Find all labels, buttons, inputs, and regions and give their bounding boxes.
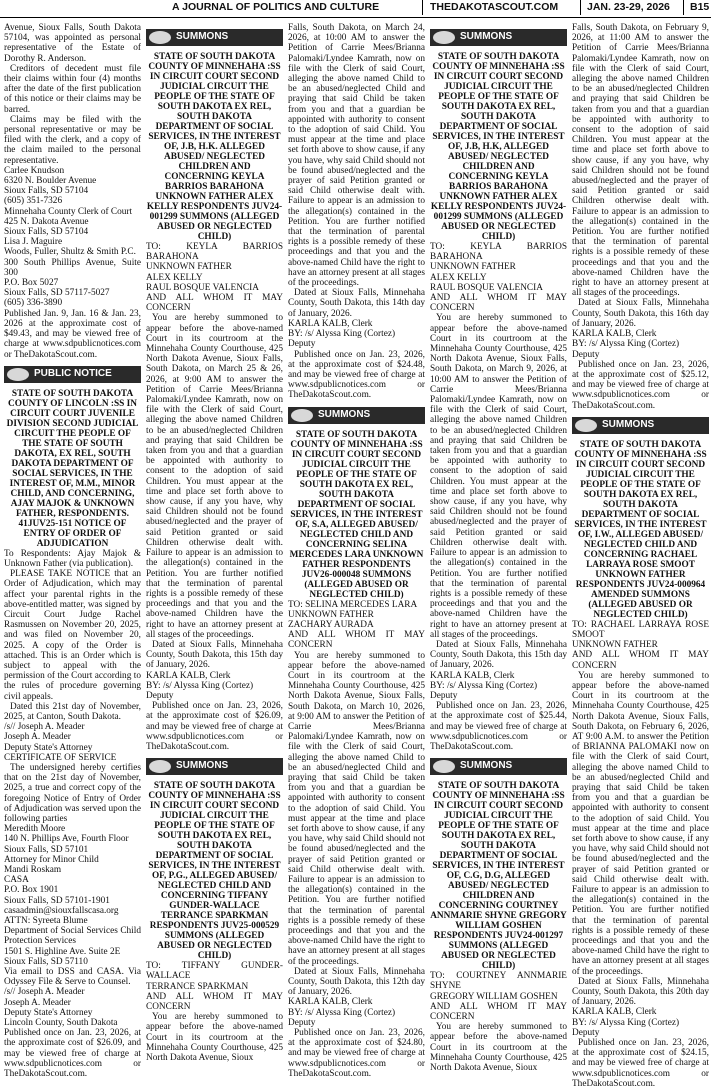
notice-line: Sioux Falls, SD 57110: [4, 956, 88, 967]
notice-line: Lisa J. Maguire: [4, 237, 63, 248]
notice-paragraph: Published once on Jan. 23, 2026, at the approximate cost of $24.15, and may be viewed free of charge at www.sdpublicnotices.com or TheDakotaScout.com.: [572, 1038, 709, 1089]
notice-paragraph: Published once on Jan. 23, 2026, at the approximate cost of $24.48, and may be viewed free of charge at www.sdpublicnotices.com or TheDakotaScout.com.: [288, 349, 425, 401]
notice-line: Falls, South Dakota, on February 9, 2026, at 11:00 AM to answer the Petition of Carrie Mees/Brianna Palomaki/Lyndee Kamrath, now on file with the Clerk of said Court, alleging the above named Children to be an abused/neglected Children and praying that said Children be taken from you and that a guardian be appointed with authority to consent to the adoption of said Children. You must appear at the time and place set forth above to show cause, if any you have, why said Children should not be found abused/neglected and the prayer of said Petition granted or said Children otherwise dealt with. Failure to appear is an admission to the allegation(s) contained in the Petition. You are further notified that the termination of parental rights is a possible remedy of these proceedings and that you and the above-named Children have the right to have an attorney present at all stages of the proceedings.: [572, 23, 709, 299]
notice-line: UNKNOWN FATHER: [430, 262, 516, 273]
notice-column-4: [430, 23, 567, 1080]
notice-paragraph: You are hereby summoned to appear before the above-named Court in its courtroom at the Minnehaha County Courthouse, 425 North Dakota Avenue, Sioux: [430, 1022, 567, 1073]
notice-line: BY: /s/ Alyssa King (Cortez): [430, 680, 538, 691]
notice-paragraph: Published once on Jan. 23, 2026, at the approximate cost of $25.12, and may be viewed free of charge at www.sdpublicnotices.com or TheDakotaScout.com.: [572, 359, 709, 411]
notice-line: KARLA KALB, Clerk: [572, 1007, 657, 1018]
masthead-divider: [683, 0, 684, 15]
notice-line: TO: KEYLA BARRIOS BARAHONA: [146, 242, 283, 263]
notice-line: (605) 336-3890: [4, 298, 63, 309]
notice-line: Deputy: [288, 339, 316, 350]
notice-paragraph: Dated at Sioux Falls, Minnehaha County, South Dakota, this 15th day of January, 2026.: [146, 639, 283, 671]
notice-line: Deputy State's Attorney: [4, 1007, 93, 1018]
case-caption: STATE OF SOUTH DAKOTA COUNTY OF MINNEHAHA :SS IN CIRCUIT COURT SECOND JUDICIAL CIRCUIT THE PEOPLE OF THE STATE OF SOUTH DAKOTA EX REL, SOUTH DAKOTA DEPARTMENT OF SOCIAL SERVICES, IN THE INTEREST OF, I.W., ALLEGED ABUSED/ NEGLECTED CHILD AND CONCERNING RACHAEL LARRAYA ROSE SMOOT UNKNOWN FATHER RESPONDENTS JUV24-000964 AMENDED SUMMONS (ALLEGED ABUSED OR NEGLECTED CHILD): [574, 439, 707, 620]
notice-line: AND ALL WHOM IT MAY CONCERN: [430, 293, 567, 314]
section-header-title: SUMMONS: [602, 418, 655, 430]
notice-line: BY: /s/ Alyssa King (Cortez): [146, 680, 254, 691]
notice-line: AND ALL WHOM IT MAY CONCERN: [146, 293, 283, 314]
section-header-title: PUBLIC NOTICE: [34, 367, 112, 379]
notice-line: AND ALL WHOM IT MAY CONCERN: [572, 650, 709, 671]
notice-line: KARLA KALB, Clerk: [430, 670, 515, 681]
notice-paragraph: Creditors of decedent must file their claims within four (4) months after the date of the first publication of this notice or their claims may be barred.: [4, 63, 141, 115]
notice-line: Avenue, Sioux Falls, South Dakota 57104, was appointed as personal representative of the Estate of Dorothy R. Anderson.: [4, 23, 141, 64]
notice-line: TO: RACHAEL LARRAYA ROSE SMOOT: [572, 619, 709, 640]
notice-line: UNKNOWN FATHER: [146, 262, 232, 273]
notice-line: BY: /s/ Alyssa King (Cortez): [572, 1017, 680, 1028]
notice-line: Lincoln County, South Dakota: [4, 1018, 118, 1029]
notice-line: Published Jan. 9, Jan. 16 & Jan. 23, 2026 at the approximate cost of $49.43, and may be viewed free of charge at www.sdpublicnotices.com or TheDakotaScout.com.: [4, 308, 141, 360]
notice-paragraph: Dated at Sioux Falls, Minnehaha County, South Dakota, this 12th day of January, 2026.: [288, 966, 425, 998]
notice-paragraph: Dated at Sioux Falls, Minnehaha County, South Dakota, this 16th day of January, 2026.: [572, 298, 709, 329]
case-caption: STATE OF SOUTH DAKOTA COUNTY OF MINNEHAHA :SS IN CIRCUIT COURT SECOND JUDICIAL CIRCUIT THE PEOPLE OF THE STATE OF SOUTH DAKOTA EX REL, SOUTH DAKOTA DEPARTMENT OF SOCIAL SERVICES, IN THE INTEREST OF, J.B, H.K. ALLEGED ABUSED/ NEGLECTED CHILDREN AND CONCERNING KEYLA BARRIOS BARAHONA UNKNOWN FATHER ALEX KELLY RESPONDENTS JUV24-001299 SUMMONS (ALLEGED ABUSED OR NEGLECTED CHILD): [146, 52, 283, 242]
notice-line: Department of Social Services Child Protection Services: [4, 926, 141, 947]
notice-paragraph: Published once on Jan. 23, 2026, at the approximate cost of $25.44, and may be viewed free of charge at www.sdpublicnotices.com or TheDakotaScout.com.: [430, 701, 567, 752]
notice-line: 425 N. Dakota Avenue: [4, 216, 89, 227]
notice-line: CERTIFICATE OF SERVICE: [4, 752, 117, 763]
notice-line: Deputy: [572, 349, 600, 360]
section-header: [572, 417, 709, 434]
case-caption: STATE OF SOUTH DAKOTA COUNTY OF LINCOLN :SS IN CIRCUIT COURT JUVENILE DIVISION SECOND JUDICIAL CIRCUIT THE PEOPLE OF THE STATE OF SOUTH DAKOTA, EX REL, SOUTH DAKOTA DEPARTMENT OF SOCIAL SERVICES, IN THE INTEREST OF, M.M., MINOR CHILD, AND CONCERNING, AJAY MAJOK & UNKNOWN FATHER, RESPONDENTS. 41JUV25-151 NOTICE OF ENTRY OF ORDER OF ADJUDICATION: [6, 388, 139, 549]
scout-logo-icon: [149, 31, 171, 44]
notice-line: Deputy: [146, 690, 174, 701]
notice-paragraph: You are hereby summoned to appear before the above-named Court in its courtroom at the Minnehaha County Courthouse, 425 North Dakota Avenue, Sioux Falls, South Dakota, on March 25 & 26, 2026, at 9:00 AM to answer the Petition of Carrie Mees/Brianna Palomaki/Lyndee Kamrath, now on file with the Clerk of said Court, alleging the above named Children to be an abused/neglected Children and praying that said Children be taken from you and that a guardian be appointed with authority to consent to the adoption of said Children. You must appear at the time and place set forth above to show cause, if any you have, why said Children should not be found abused/neglected and the prayer of said Petition granted or said Children otherwise dealt with. Failure to appear is an admission to the allegation(s) contained in the Petition. You are further notified that the termination of parental rights is a possible remedy of these proceedings and that you and the above-named Children have the right to have an attorney present at all stages of the proceedings.: [146, 313, 283, 640]
notice-line: Deputy: [572, 1027, 600, 1038]
notice-line: AND ALL WHOM IT MAY CONCERN: [288, 630, 425, 651]
notice-line: Via email to DSS and CASA. Via Odyssey File & Serve to Counsel.: [4, 967, 141, 988]
notice-paragraph: Dated at Sioux Falls, Minnehaha County, South Dakota, this 15th day of January, 2026.: [430, 639, 567, 671]
notice-line: UNKNOWN FATHER: [572, 640, 658, 651]
notice-line: AND ALL WHOM IT MAY CONCERN: [146, 991, 283, 1012]
section-header-title: SUMMONS: [460, 760, 513, 772]
notice-line: Sioux Falls, SD 57101: [4, 844, 89, 855]
notice-line: To Respondents: Ajay Majok & Unknown Father (via publication).: [4, 548, 141, 569]
notice-line: Sioux Falls, SD 57117-5027: [4, 288, 110, 299]
notice-line: ATTN: Syreeta Blume: [4, 916, 88, 927]
notice-line: 140 N. Phillips Ave, Fourth Floor: [4, 834, 129, 845]
notice-line: BY: /s/ Alyssa King (Cortez): [572, 339, 680, 350]
notice-line: Meredith Moore: [4, 824, 66, 835]
notice-line: Joseph A. Meader: [4, 997, 71, 1008]
notice-paragraph: Published once on Jan. 23, 2026, at the approximate cost of $24.80, and may be viewed free of charge at www.sdpublicnotices.com or TheDakotaScout.com.: [288, 1028, 425, 1079]
notice-line: (605) 351-7326: [4, 196, 63, 207]
notice-paragraph: Claims may be filed with the personal representative or may be filed with the clerk, and a copy of the claim mailed to the personal representative.: [4, 114, 141, 166]
scout-logo-icon: [575, 419, 597, 432]
notice-line: TO: KEYLA BARRIOS BARAHONA: [430, 242, 567, 263]
notice-line: GREGORY WILLIAM GOSHEN: [430, 991, 558, 1002]
section-header: [288, 407, 425, 424]
notice-line: Deputy: [430, 690, 458, 701]
case-caption: STATE OF SOUTH DAKOTA COUNTY OF MINNEHAHA :SS IN CIRCUIT COURT SECOND JUDICIAL CIRCUIT THE PEOPLE OF THE STATE OF SOUTH DAKOTA EX REL, SOUTH DAKOTA DEPARTMENT OF SOCIAL SERVICES, IN THE INTEREST OF, S.A, ALLEGED ABUSED/ NEGLECTED CHILD AND CONCERNING SELINA MERCEDES LARA UNKNOWN FATHER RESPONDENTS JUV26-000048 SUMMONS (ALLEGED ABUSED OR NEGLECTED CHILD): [289, 429, 424, 600]
notice-line: UNKNOWN FATHER: [288, 609, 374, 620]
notice-line: 300 South Phillips Avenue, Suite 300: [4, 257, 141, 278]
masthead-divider: [580, 0, 581, 15]
notice-line: 1501 S. Highline Ave. Suite 2E: [4, 946, 121, 957]
notice-line: ALEX KELLY: [430, 272, 487, 283]
notice-line: /s// Joseph A. Meader: [4, 722, 85, 733]
notice-paragraph: You are hereby summoned to appear before the above-named Court in its courtroom at the Minnehaha County Courthouse, 425 North Dakota Avenue, Sioux: [146, 1012, 283, 1063]
issue-dates: JAN. 23-29, 2026: [587, 1, 670, 13]
site-name: THEDAKOTASCOUT.COM: [430, 1, 559, 13]
notice-line: TERRANCE SPARKMAN: [146, 981, 249, 992]
notice-paragraph: You are hereby summoned to appear before the above-named Court in its courtroom at the Minnehaha County Courthouse, 425 North Dakota Avenue, Sioux Falls, South Dakota, on February 6, 2026, AT 9:00 A.M. to answer the Petition of BRIANNA PALOMAKI now on file with the Clerk of said Court, alleging the above named Child to be an abused/neglected Child and praying that said Child be taken from you and that a guardian be appointed with authority to consent to the adoption of said Child. You must appear at the time and place set forth above to show cause, if any you have, why said Child should not be found abused/neglected and the prayer of said Petition granted or said Child otherwise dealt with. Failure to appear is an admission to the allegation(s) contained in the Petition. You are further notified that the termination of parental rights is a possible remedy of these proceedings and that you and the above-named Child have the right to have an attorney present at all stages of the proceedings.: [572, 670, 709, 977]
case-caption: STATE OF SOUTH DAKOTA COUNTY OF MINNEHAHA :SS IN CIRCUIT COURT SECOND JUDICIAL CIRCUIT THE PEOPLE OF THE STATE OF SOUTH DAKOTA EX REL, SOUTH DAKOTA DEPARTMENT OF SOCIAL SERVICES, IN THE INTEREST OF, C.G, D.G, ALLEGED ABUSED/ NEGLECTED CHILDREN AND CONCERNING COURTNEY ANNMARIE SHYNE GREGORY WILLIAM GOSHEN RESPONDENTS JUV24-001297 SUMMONS (ALLEGED ABUSED OR NEGLECTED CHILD): [430, 781, 567, 972]
notice-line: KARLA KALB, Clerk: [288, 318, 373, 329]
notice-line: TO: COURTNEY ANNMARIE SHYNE: [430, 971, 567, 992]
notice-paragraph: You are hereby summoned to appear before the above-named Court in its courtroom at the Minnehaha County Courthouse, 425 North Dakota Avenue, Sioux Falls, South Dakota, on March 10, 2026, at 9:00 AM to answer the Petition of Carrie Mees/Brianna Palomaki/Lyndee Kamrath, now on file with the Clerk of said Court, alleging the above named Child to be an abused/neglected Child and praying that said Child be taken from you and that a guardian be appointed with authority to consent to the adoption of said Child. You must appear at the time and place set forth above to show cause, if any you have, why said Child should not be found abused/neglected and the prayer of said Petition granted or said Child otherwise dealt with. Failure to appear is an admission to the allegation(s) contained in the Petition. You are further notified that the termination of parental rights is a possible remedy of these proceedings and that you and the above-named Child have the right to have an attorney present at all stages of the proceedings.: [288, 650, 425, 967]
notice-line: Falls, South Dakota, on March 24, 2026, at 10:00 AM to answer the Petition of Carrie Mees/Brianna Palomaki/Lyndee Kamrath, now on file with the Clerk of said Court, alleging the above named Child to be an abused/neglected Child and praying that said Child be taken from you and that a guardian be appointed with authority to consent to the adoption of said Child. You must appear at the time and place set forth above to show cause, if any you have, why said Child should not be found abused/neglected and the prayer of said Petition granted or said Child otherwise dealt with. Failure to appear is an admission to the allegation(s) contained in the Petition. You are further notified that the termination of parental rights is a possible remedy of these proceedings and that you and the above-named Child have the right to have an attorney present at all stages of the proceedings.: [288, 23, 425, 289]
notice-line: Woods, Fuller, Shultz & Smith P.C.: [4, 247, 136, 258]
section-header: [430, 29, 567, 46]
notice-line: Deputy State's Attorney: [4, 742, 93, 753]
scout-logo-icon: [291, 409, 313, 422]
notice-column-1: [4, 23, 141, 1080]
notice-line: ZACHARY AURADA: [288, 619, 374, 630]
notice-line: P.O. Box 1901: [4, 885, 59, 896]
notice-line: Carlee Knudson: [4, 165, 65, 176]
case-caption: STATE OF SOUTH DAKOTA COUNTY OF MINNEHAHA :SS IN CIRCUIT COURT SECOND JUDICIAL CIRCUIT THE PEOPLE OF THE STATE OF SOUTH DAKOTA EX REL, SOUTH DAKOTA DEPARTMENT OF SOCIAL SERVICES, IN THE INTEREST OF, P.G., ALLEGED ABUSED/ NEGLECTED CHILD AND CONCERNING TIFFANY GUNDER-WALLACE TERRANCE SPARKMAN RESPONDENTS JUV25-000529 SUMMONS (ALLEGED ABUSED OR NEGLECTED CHILD): [148, 781, 281, 962]
section-header-title: SUMMONS: [176, 31, 229, 42]
notice-line: KARLA KALB, Clerk: [146, 670, 231, 681]
notice-column-3: [288, 23, 425, 1080]
scout-logo-icon: [433, 31, 455, 44]
notice-paragraph: Dated at Sioux Falls, Minnehaha County, South Dakota, this 14th day of January, 2026.: [288, 288, 425, 319]
notice-paragraph: Dated this 21st day of November, 2025, at Canton, South Dakota.: [4, 701, 141, 722]
section-header: [430, 758, 567, 775]
scout-logo-icon: [7, 368, 29, 381]
notice-line: Attorney for Minor Child: [4, 854, 99, 865]
notice-line: casaadmin@siouxfallscasa.org: [4, 905, 119, 916]
scout-logo-icon: [433, 760, 455, 773]
notice-line: TO: TIFFANY GUNDER-WALLACE: [146, 961, 283, 982]
notice-line: Sioux Falls, SD 57101-1901: [4, 895, 110, 906]
notice-line: P.O. Box 5027: [4, 278, 59, 289]
notice-paragraph: PLEASE TAKE NOTICE that an Order of Adjudication, which may affect your parental rights in the above-entitled matter, was signed by Circuit Court Judge Rachel Rasmussen on November 20, 2025, and was filed on November 20, 2025. A copy of the Order is attached. This is an Order which is subject to appeal with the permission of the Court according to the rules of procedure governing civil appeals.: [4, 569, 141, 702]
notice-line: BY: /s/ Alyssa King (Cortez): [288, 329, 396, 340]
section-header: [146, 758, 283, 775]
notice-line: ALEX KELLY: [146, 272, 203, 283]
notice-line: KARLA KALB, Clerk: [572, 329, 657, 340]
notice-line: RAUL BOSQUE VALENCIA: [146, 282, 259, 293]
publication-tagline: A JOURNAL OF POLITICS AND CULTURE: [172, 1, 380, 13]
notice-paragraph: Dated at Sioux Falls, Minnehaha County, South Dakota, this 20th day of January, 2026.: [572, 976, 709, 1008]
notice-line: Sioux Falls, SD 57104: [4, 186, 89, 197]
page-number: B15: [690, 1, 710, 13]
section-header: [146, 29, 283, 46]
notice-paragraph: You are hereby summoned to appear before the above-named Court in its courtroom at the Minnehaha County Courthouse, 425 North Dakota Avenue, Sioux Falls, South Dakota, on March 9, 2026, at 10:00 AM to answer the Petition of Carrie Mees/Brianna Palomaki/Lyndee Kamrath, now on file with the Clerk of said Court, alleging the above named Children to be an abused/neglected Children and praying that said Children be taken from you and that a guardian be appointed with authority to consent to the adoption of said Children. You must appear at the time and place set forth above to show cause, if any you have, why said Children should not be found abused/neglected and the prayer of said Petition granted or said Children otherwise dealt with. Failure to appear is an admission to the allegation(s) contained in the Petition. You are further notified that the termination of parental rights is a possible remedy of these proceedings and that you and the above-named Children have the right to have an attorney present at all stages of the proceedings.: [430, 313, 567, 640]
notice-line: TO: SELINA MERCEDES LARA: [288, 599, 418, 610]
notice-line: RAUL BOSQUE VALENCIA: [430, 282, 543, 293]
notice-line: Joseph A. Meader: [4, 732, 71, 743]
notice-paragraph: The undersigned hereby certifies that on the 21st day of November, 2025, a true and correct copy of the foregoing Notice of Entry of Order of Adjudication was served upon the following parties: [4, 762, 141, 824]
scout-logo-icon: [149, 760, 171, 773]
masthead: [0, 0, 711, 18]
notice-line: BY: /s/ Alyssa King (Cortez): [288, 1007, 396, 1018]
notice-line: Mandi Roskam: [4, 865, 62, 875]
notice-column-2: [146, 23, 283, 1080]
notice-line: KARLA KALB, Clerk: [288, 997, 373, 1008]
notice-line: CASA: [4, 875, 29, 886]
notice-line: 6320 N. Boulder Avenue: [4, 176, 97, 187]
section-header-title: SUMMONS: [460, 31, 513, 42]
notice-line: Deputy: [288, 1017, 316, 1028]
notice-column-5: [572, 23, 709, 1089]
section-header-title: SUMMONS: [318, 408, 371, 420]
section-header-title: SUMMONS: [176, 760, 229, 772]
section-header: [4, 366, 141, 383]
notice-line: /s// Joseph A. Meader: [4, 987, 85, 998]
notice-line: Sioux Falls, SD 57104: [4, 227, 89, 238]
case-caption: STATE OF SOUTH DAKOTA COUNTY OF MINNEHAHA :SS IN CIRCUIT COURT SECOND JUDICIAL CIRCUIT THE PEOPLE OF THE STATE OF SOUTH DAKOTA EX REL, SOUTH DAKOTA DEPARTMENT OF SOCIAL SERVICES, IN THE INTEREST OF, J.B, H.K, ALLEGED ABUSED/ NEGLECTED CHILDREN AND CONCERNING KEYLA BARRIOS BARAHONA UNKNOWN FATHER ALEX KELLY RESPONDENTS JUV24-001299 SUMMONS (ALLEGED ABUSED OR NEGLECTED CHILD): [430, 52, 567, 242]
notice-line: AND ALL WHOM IT MAY CONCERN: [430, 1001, 567, 1022]
notice-paragraph: Published once on Jan. 23, 2026, at the approximate cost of $26.09, and may be viewed free of charge at www.sdpublicnotices.com or TheDakotaScout.com.: [146, 701, 283, 752]
masthead-divider: [422, 0, 423, 15]
notice-line: Published once on Jan. 23, 2026, at the approximate cost of $26.09, and may be viewed free of charge at www.sdpublicnotices.com or TheDakotaScout.com.: [4, 1028, 141, 1080]
notice-line: Minnehaha County Clerk of Court: [4, 206, 133, 217]
